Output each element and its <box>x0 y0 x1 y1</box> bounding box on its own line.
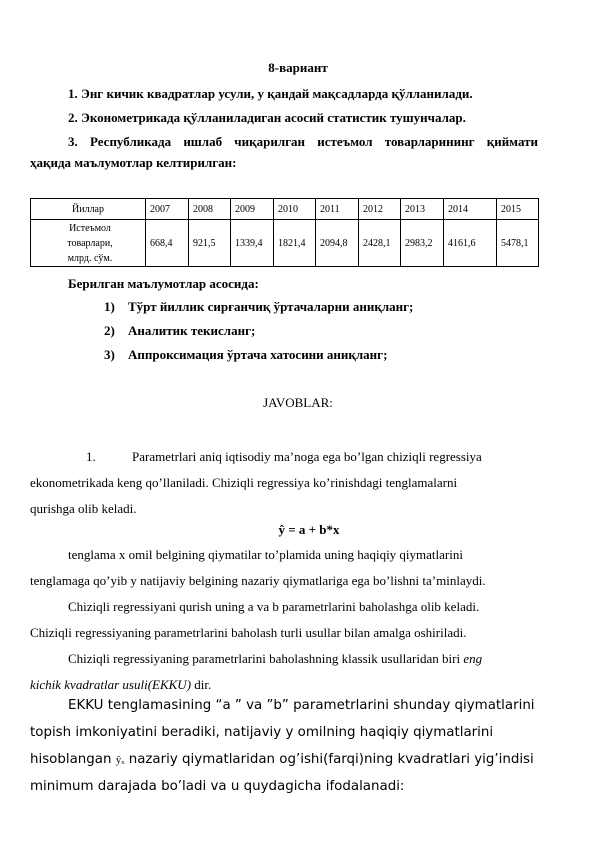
answer-text <box>30 752 534 767</box>
table-header-label: Йиллар <box>31 199 146 220</box>
year-cell: 2012 <box>359 199 401 220</box>
answer-text: EKKU tenglamasining “a ” va ”b” parametrlarini shunday qiymatlarini <box>68 698 535 713</box>
value-cell: 921,5 <box>189 220 231 267</box>
year-cell: 2010 <box>274 199 316 220</box>
question-3-continuation: ҳақида маълумотлар келтирилган: <box>30 155 237 170</box>
task-item <box>104 323 255 339</box>
y-hat-symbol: ŷₓ <box>115 754 125 766</box>
task-item <box>104 299 413 315</box>
value-cell: 2983,2 <box>401 220 444 267</box>
value-cell: 668,4 <box>146 220 189 267</box>
year-cell: 2015 <box>497 199 539 220</box>
data-table <box>30 198 539 267</box>
value-cell: 5478,1 <box>497 220 539 267</box>
answer-paragraph-1 <box>86 449 482 465</box>
value-cell: 2428,1 <box>359 220 401 267</box>
page-title: 8-вариант <box>268 60 328 75</box>
answer-text: Chiziqli regressiyani qurish uning a va b parametrlarini baholashga olib keladi. <box>68 599 480 614</box>
answer-text-segment: nazariy qiymatlaridan og’ishi(farqi)ning kvadratlari yig’indisi <box>124 752 534 767</box>
answer-text-segment: hisoblangan <box>30 752 112 767</box>
task-number: 2) <box>104 323 115 338</box>
year-cell: 2013 <box>401 199 444 220</box>
answer-text: minimum darajada bo’ladi va u quydagicha ifodalanadi: <box>30 779 405 794</box>
task-item <box>104 347 387 363</box>
value-cell: 2094,8 <box>316 220 359 267</box>
question-3: 3. Республикада ишлаб чиқарилган истеъмол товарларининг қиймати <box>68 134 538 149</box>
task-number: 3) <box>104 347 115 362</box>
answer-text <box>30 677 211 693</box>
row-label-line: товарлари, <box>67 237 113 249</box>
answer-text <box>68 651 482 667</box>
table-header-row <box>31 199 539 220</box>
answer-text: Parametrlari aniq iqtisodiy ma’noga ega bo’lgan chiziqli regressiya <box>132 449 482 464</box>
answer-text: Chiziqli regressiyaning parametrlarini baholash turli usullar bilan amalga oshiriladi. <box>30 625 467 640</box>
italic-term: eng <box>463 651 483 666</box>
task-text: Аппроксимация ўртача хатосини аниқланг; <box>128 347 388 362</box>
answer-text: ekonometrikada keng qo’llaniladi. Chiziqli regressiya ko’rinishdagi tenglamalarni <box>30 475 458 490</box>
answer-number: 1. <box>86 449 96 464</box>
answer-text-segment: Chiziqli regressiyaning parametrlarini baholashning klassik usullaridan biri <box>68 651 461 666</box>
task-number: 1) <box>104 299 115 314</box>
row-label <box>31 220 146 267</box>
value-cell: 4161,6 <box>444 220 497 267</box>
answer-text: tenglamaga qo’yib y natijaviy belgining nazariy qiymatlariga ega bo’lishni ta’minlaydi. <box>30 573 486 588</box>
year-cell: 2014 <box>444 199 497 220</box>
value-cell: 1821,4 <box>274 220 316 267</box>
answer-text: topish imkoniyatini beradiki, natijaviy y omilning haqiqiy qiymatlarini <box>30 725 494 740</box>
year-cell: 2009 <box>231 199 274 220</box>
row-label-line: Истеъмол <box>69 222 111 234</box>
value-cell: 1339,4 <box>231 220 274 267</box>
task-text: Тўрт йиллик сирғанчиқ ўртачаларни аниқланг; <box>128 299 414 314</box>
question-1: 1. Энг кичик квадратлар усули, у қандай мақсадларда қўлланилади. <box>68 86 473 101</box>
task-intro: Берилган маълумотлар асосида: <box>68 276 259 291</box>
task-text: Аналитик текисланг; <box>128 323 256 338</box>
table-row <box>31 220 539 267</box>
year-cell: 2011 <box>316 199 359 220</box>
answer-text-segment: dir. <box>191 677 212 692</box>
italic-term: kichik kvadratlar usuli(EKKU) <box>30 677 192 692</box>
answer-text: tenglama x omil belgining qiymatilar to’plamida uning haqiqiy qiymatlarini <box>68 547 463 562</box>
question-2: 2. Эконометрикада қўлланиладиган асосий статистик тушунчалар. <box>68 110 466 125</box>
year-cell: 2007 <box>146 199 189 220</box>
answer-text: qurishga olib keladi. <box>30 501 137 516</box>
answers-heading: JAVOBLAR: <box>263 395 333 410</box>
row-label-line: млрд. сўм. <box>67 252 113 264</box>
year-cell: 2008 <box>189 199 231 220</box>
regression-formula: ŷ = a + b*x <box>278 522 340 537</box>
